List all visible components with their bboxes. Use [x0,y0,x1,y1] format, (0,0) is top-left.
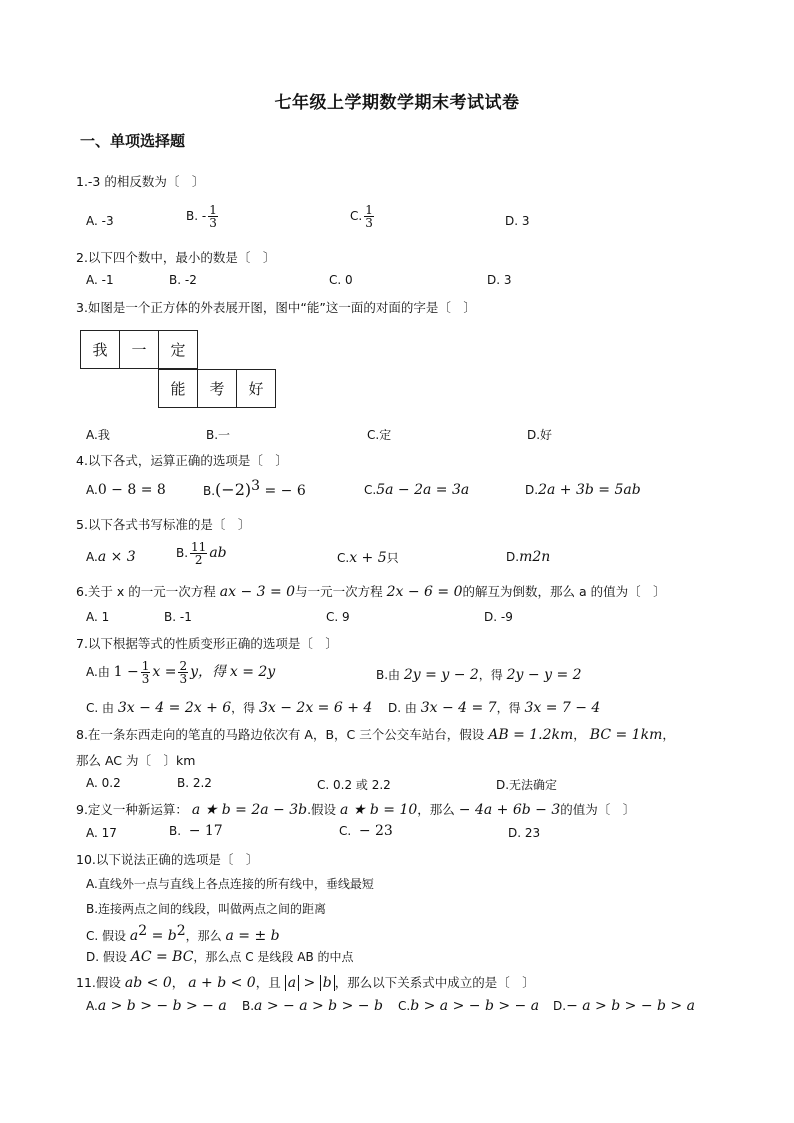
q4-a-label: A. [86,483,98,497]
q11-option-c [398,998,539,1014]
q5-c-suffix: 只 [386,551,399,565]
q10-option-c [86,923,280,944]
q11-cond-2: a + b < 0 [188,975,256,991]
q9-option-d: D. 23 [508,826,541,840]
q5-a-expr: a × 3 [97,549,136,565]
q11-c-label: C. [398,999,411,1013]
q7-a-result: x = 2y [229,664,276,680]
q8-stem-pre: 8.在一条东西走向的笔直的马路边依次有 A，B，C 三个公交车站台，假设 [76,727,485,742]
question-2-stem: 2.以下四个数中，最小的数是〔 〕 [76,250,276,265]
q10-c-exp-1: 2 [138,923,148,939]
q11-option-b [242,998,383,1014]
q1-option-b-prefix: B. - [186,209,207,223]
q8-eq2: BC = 1km [589,727,663,743]
q1-option-c [350,204,376,229]
question-10-stem: 10.以下说法正确的选项是〔 〕 [76,852,259,867]
q7-b-label: B.由 [376,668,401,682]
question-8-line2: 那么 AC 为〔 〕km [76,753,196,768]
q8-option-c: C. 0.2 或 2.2 [317,778,391,792]
q7-c-get: ，得 [231,701,256,715]
q11-sep: ， [171,975,185,990]
q7-c-expr: 3x − 4 = 2x + 6 [117,700,232,716]
question-6-stem [76,582,666,600]
q5-c-label: C. [337,551,350,565]
q8-option-a: A. 0.2 [86,776,121,790]
q2-option-c: C. 0 [329,273,353,287]
q10-c-pre: C. 假设 [86,929,127,943]
q1-option-c-fraction [364,204,374,229]
q4-a-expr: 0 − 8 = 8 [97,482,166,498]
q4-b-label: B. [203,484,216,498]
net-cell: 能 [159,370,198,408]
q8-option-b: B. 2.2 [177,776,212,790]
q1-c-numerator: 1 [365,203,373,217]
q11-option-d [553,998,695,1014]
q6-option-c: C. 9 [326,610,350,624]
q11-post: ，那么以下关系式中成立的是〔 〕 [334,975,535,990]
q1-c-denominator: 3 [365,216,373,230]
q7-a-label: A.由 [86,665,110,679]
question-1-stem: 1.-3 的相反数为〔 〕 [76,174,205,189]
q5-option-b [176,541,227,566]
net-cell: 我 [81,331,120,369]
q2-option-a: A. -1 [86,273,114,287]
q7-a-f2-den: 3 [179,672,188,686]
q5-option-d [506,549,550,565]
net-cell: 考 [198,370,237,408]
q4-b-rest: = − 6 [260,483,306,499]
q11-b-label: B. [242,999,255,1013]
q7-d-label: D. 由 [388,701,417,715]
q10-d-post: ，那么点 C 是线段 AB 的中点 [193,950,354,964]
question-11-stem [76,973,535,991]
q1-b-denominator: 3 [209,216,217,230]
question-4-stem: 4.以下各式，运算正确的选项是〔 〕 [76,453,288,468]
q9-c-label: C. [339,824,352,838]
q4-d-expr: 2a + 3b = 5ab [538,482,641,498]
cube-net-top-row [80,330,198,369]
q10-c-exp-2: 2 [176,923,186,939]
net-cell: 好 [237,370,276,408]
q11-option-a [86,998,227,1014]
q11-stem-pre: 11.假设 [76,975,121,990]
q3-option-b: B.一 [206,428,231,442]
q7-d-get: ，得 [496,701,521,715]
q6-stem-post: 的解互为倒数，那么 a 的值为〔 〕 [462,584,666,599]
q7-a-fraction-2 [178,660,188,685]
q5-c-expr: x + 5 [349,550,387,566]
q6-option-a: A. 1 [86,610,110,624]
q10-option-d [86,948,354,965]
q7-b-get: ，得 [478,668,503,682]
q7-a-pre: 1 − [113,664,139,680]
q5-b-numerator: 11 [191,540,207,554]
q7-b-expr: 2y = y − 2 [403,667,479,683]
q5-b-denominator: 2 [194,553,203,567]
q7-b-result: 2y − y = 2 [506,667,582,683]
q6-stem-pre: 6.关于 x 的一元一次方程 [76,584,216,599]
cube-net-bottom-row [158,369,276,408]
q11-d-expr: − a > b > − b > a [566,998,695,1014]
question-8-stem [76,725,675,743]
q4-b-base: (−2) [215,480,252,499]
q1-option-c-prefix: C. [350,209,363,223]
q2-option-b: B. -2 [169,273,197,287]
q9-option-a: A. 17 [86,826,117,840]
q7-d-result: 3x = 7 − 4 [524,700,601,716]
q7-a-f1-den: 3 [141,672,150,686]
q4-option-c [364,482,469,498]
q10-c-cond-mid: = b [147,928,177,944]
q8-end: ， [662,727,675,742]
q4-option-a [86,482,166,498]
q9-b-value: − 17 [188,823,223,839]
q4-option-d [525,482,641,498]
q5-b-fraction [190,541,207,566]
q2-option-d: D. 3 [487,273,512,287]
net-cell: 一 [120,331,159,369]
q7-c-result: 3x − 2x = 6 + 4 [259,700,373,716]
q10-option-a: A.直线外一点与直线上各点连接的所有线中，垂线最短 [86,877,374,891]
q10-c-result: a = ± b [225,928,280,944]
q6-option-b: B. -1 [164,610,192,624]
q1-b-numerator: 1 [209,203,217,217]
q4-c-label: C. [364,483,377,497]
net-cell: 定 [159,331,198,369]
q9-expression: − 4a + 6b − 3 [458,802,561,818]
q11-d-label: D. [553,999,567,1013]
q9-mid2: ，那么 [417,802,455,817]
q10-d-pre: D. 假设 [86,950,127,964]
q4-d-label: D. [525,483,539,497]
q5-option-a [86,549,136,565]
q10-c-cond-base: a [129,928,139,944]
q3-option-a: A.我 [86,428,110,442]
q7-option-a [86,660,275,685]
q10-c-mid: ，那么 [185,929,222,943]
q4-b-exponent: 3 [251,478,261,494]
q5-d-expr: m2n [519,549,551,565]
question-9-stem [76,800,635,818]
q11-a-label: A. [86,999,98,1013]
q7-a-post: y，得 [190,664,227,680]
page-title: 七年级上学期数学期末考试试卷 [274,93,520,113]
q11-b-expr: a > − a > b > − b [254,998,383,1014]
q9-post: 的值为〔 〕 [560,802,636,817]
q1-option-a: A. -3 [86,214,114,228]
q9-b-label: B. [169,824,182,838]
q5-d-label: D. [506,550,520,564]
q5-b-label: B. [176,546,189,560]
q7-d-expr: 3x − 4 = 7 [420,700,497,716]
q7-c-label: C. 由 [86,701,115,715]
q1-option-d: D. 3 [505,214,530,228]
q4-c-expr: 5a − 2a = 3a [376,482,470,498]
q9-option-c [339,823,393,839]
q11-a-expr: a > b > − b > − a [97,998,227,1014]
q5-a-label: A. [86,550,98,564]
q7-option-d [388,699,600,716]
q6-option-d: D. -9 [484,610,513,624]
q11-mid: ，且 [255,975,281,990]
q10-d-condition: AC = BC [130,949,194,965]
q7-option-c [86,699,372,716]
q11-c-expr: b > a > − b > − a [410,998,540,1014]
q9-option-b [169,823,223,839]
q3-option-d: D.好 [527,428,553,442]
q8-sep: ， [573,727,586,742]
section-heading: 一、单项选择题 [80,132,186,150]
q11-abs-b: b [320,975,335,991]
question-7-stem: 7.以下根据等式的性质变形正确的选项是〔 〕 [76,636,338,651]
q7-option-b [376,666,582,683]
question-3-stem: 3.如图是一个正方体的外表展开图，图中“能”这一面的对面的字是〔 〕 [76,300,476,315]
q1-option-b [186,204,220,229]
q11-abs-a: a [285,975,299,991]
q9-stem-pre: 9.定义一种新运算： [76,802,188,817]
q9-condition: a ★ b = 10 [340,802,418,818]
q9-mid1: .假设 [307,802,337,817]
q8-option-d: D.无法确定 [496,778,558,792]
q1-option-b-fraction [208,204,218,229]
q7-a-mid: x = [152,664,177,680]
q11-gt: > [299,975,320,991]
q6-eq1: ax − 3 = 0 [219,584,296,600]
q5-b-rest: ab [209,545,227,561]
q7-a-f1-num: 1 [141,659,150,673]
q3-option-c: C.定 [367,428,392,442]
q5-option-c [337,549,399,566]
q7-a-f2-num: 2 [179,659,188,673]
q6-eq2: 2x − 6 = 0 [386,584,463,600]
q6-stem-mid: 与一元一次方程 [295,584,383,599]
q11-cond-1: ab < 0 [124,975,172,991]
q8-eq1: AB = 1.2km [488,727,574,743]
question-5-stem: 5.以下各式书写标准的是〔 〕 [76,517,251,532]
q9-c-value: − 23 [358,823,393,839]
q4-option-b [203,478,306,499]
q7-a-fraction-1 [141,660,151,685]
q10-option-b: B.连接两点之间的线段，叫做两点之间的距离 [86,902,327,916]
q9-definition: a ★ b = 2a − 3b [191,802,308,818]
